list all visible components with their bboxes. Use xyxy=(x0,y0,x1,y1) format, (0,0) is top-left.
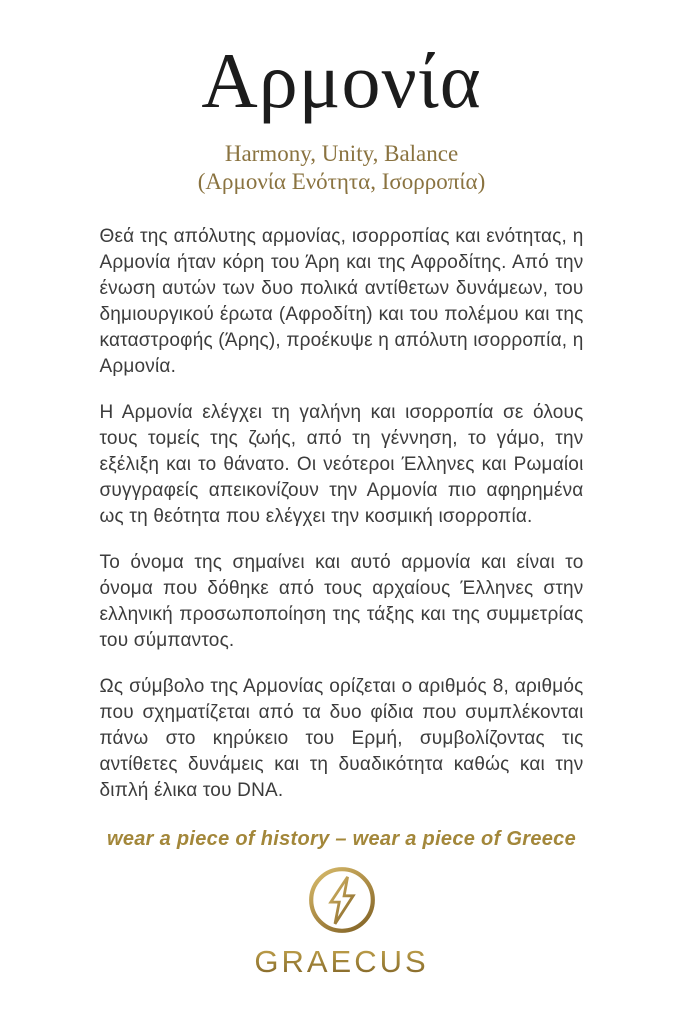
brand-tagline: wear a piece of history – wear a piece of Greece xyxy=(106,828,577,850)
subtitle-block xyxy=(0,140,683,196)
paragraph-domain: Η Αρμονία ελέγχει τη γαλήνη και ισορροπία σε όλους τους τομείς της ζωής, από τη γέννηση, το γάμο, την εξέλιξη και το θάνατο. Οι νεότεροι Έλληνες και Ρωμαίοι συγγραφείς απεικονίζουν την Αρμονία πιο αφηρημένα ως τη θεότητα που ελέγχει την κοσμική ισορροπία. xyxy=(99,402,584,527)
brand-logo xyxy=(0,865,683,980)
page-title: Αρμονία xyxy=(201,37,482,124)
paragraph-origin: Θεά της απόλυτης αρμονίας, ισορροπίας και ενότητας, η Αρμονία ήταν κόρη του Άρη και της Αφροδίτης. Από την ένωση αυτών των δυο πολικά αντίθετων δυνάμεων, του δημιουργικού έρωτα (Αφροδίτη) και του πολέμου και της καταστροφής (Άρης), προέκυψε η απόλυτη ισορροπία, η Αρμονία. xyxy=(99,226,584,377)
brand-name: GRAECUS xyxy=(254,944,429,979)
description-text xyxy=(100,224,584,804)
subtitle-greek: (Αρμονία Ενότητα, Ισορροπία) xyxy=(197,169,486,194)
paragraph-symbol: Ως σύμβολο της Αρμονίας ορίζεται ο αριθμός 8, αριθμός που σχηματίζεται από τα δυο φίδια που συμπλέκονται πάνω στο κηρύκειο του Ερμή, συμβολίζοντας τις αντίθετες δυνάμεις και τη δυαδικότητα καθώς και την διπλή έλικα του DNA. xyxy=(99,676,584,801)
paragraph-name-meaning: Το όνομα της σημαίνει και αυτό αρμονία και είναι το όνομα που δόθηκε από τους αρχαίους Έλληνες στην ελληνική προσωποποίηση της τάξης και της συμμετρίας του σύμπαντος. xyxy=(99,552,584,651)
lightning-bolt-icon xyxy=(307,865,377,940)
subtitle-english: Harmony, Unity, Balance xyxy=(224,141,459,166)
